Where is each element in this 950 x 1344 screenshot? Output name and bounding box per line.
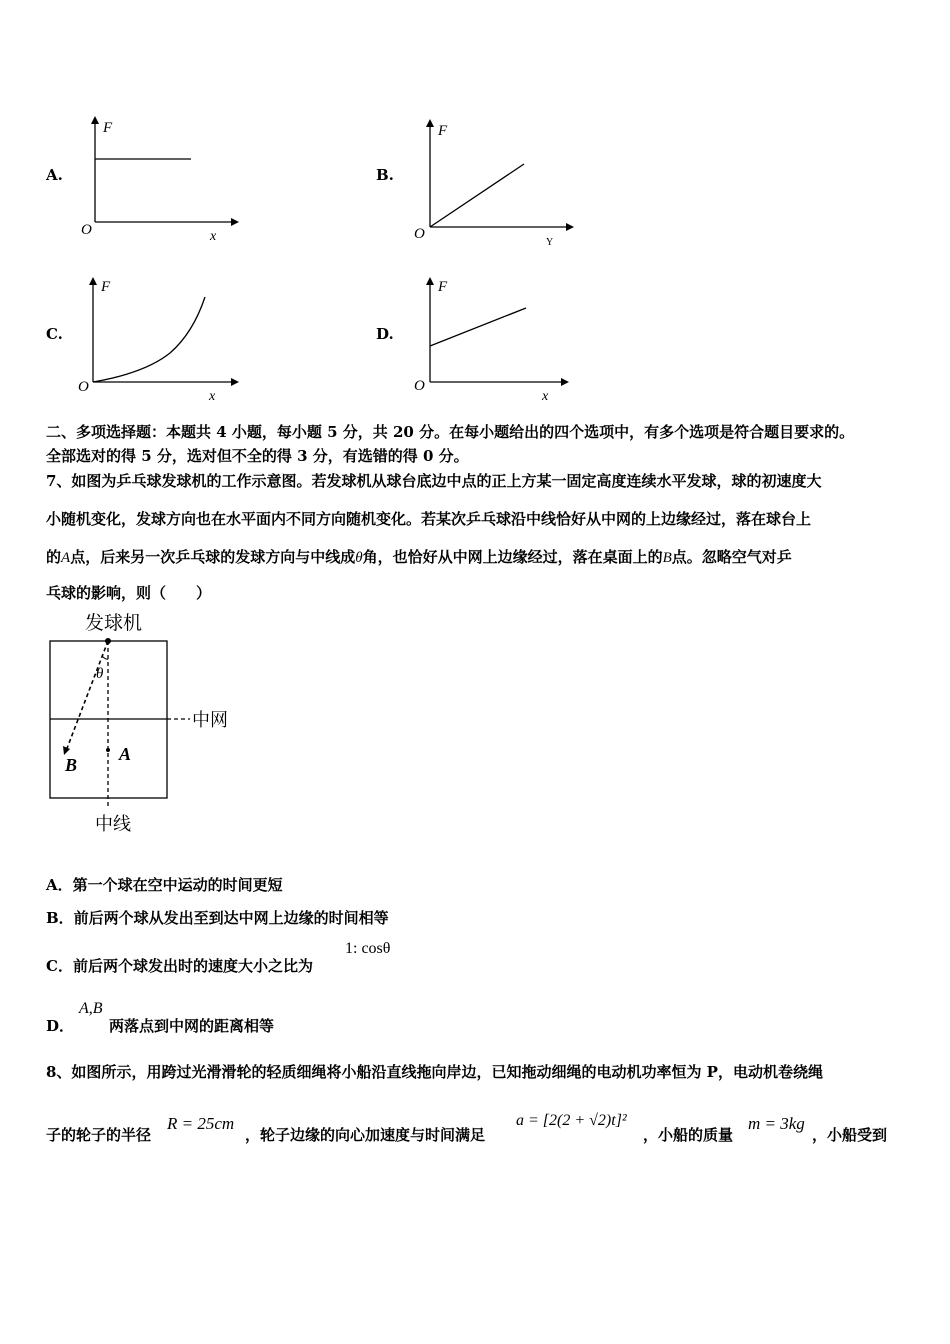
q7-line-1: 7、如图为乒乓球发球机的工作示意图。若发球机从球台底边中点的正上方某一固定高度连续水平发球，球的初速度大 (46, 472, 822, 490)
q8-line-2a: 子的轮子的半径 (46, 1126, 152, 1144)
option-b-label: B. (376, 166, 394, 184)
q8-line-2d: ，小船受到 (812, 1126, 888, 1144)
q8-line-1: 8、如图所示，用跨过光滑滑轮的轻质细绳将小船沿直线拖向岸边，已知拖动细绳的电动机功率恒为 P，电动机卷绕绳 (46, 1063, 823, 1081)
q7-line-2: 小随机变化，发球方向也在水平面内不同方向随机变化。若某次乒乓球沿中线恰好从中网的上边缘经过，落在球台上 (46, 510, 812, 528)
q8-line-2b: ，轮子边缘的向心加速度与时间满足 (245, 1126, 486, 1144)
q7-option-b[interactable]: B．前后两个球从发出至到达中网上边缘的时间相等 (46, 909, 389, 927)
option-d-label: D. (376, 325, 394, 343)
graph-a-origin: O (81, 222, 92, 238)
point-b-label: B (65, 755, 78, 775)
q7-option-d-formula: A,B (79, 1000, 103, 1017)
graph-a (75, 112, 245, 247)
q8-line-2c: ，小船的质量 (643, 1126, 734, 1144)
graph-d-ylabel: F (438, 279, 448, 295)
net-label: 中网 (192, 710, 228, 731)
point-a-dot (106, 748, 110, 752)
graph-d-y-arrow (426, 277, 434, 285)
graph-c-ylabel: F (101, 279, 111, 295)
point-a-label: A (119, 744, 132, 764)
section-2-line-2: 全部选对的得 5 分，选对但不全的得 3 分，有选错的得 0 分。 (46, 447, 469, 465)
graph-a-ylabel: F (103, 120, 113, 136)
graph-c-origin: O (78, 379, 89, 395)
graph-b (410, 115, 580, 250)
q7-line-3: 的A点，后来另一次乒乓球的发球方向与中线成θ角，也恰好从中网上边缘经过，落在桌面上的B点。忽略空气对乒 (46, 548, 792, 566)
graph-d-x-arrow (561, 378, 569, 386)
graph-c (75, 273, 245, 408)
graph-b-xlabel: Y (546, 237, 554, 248)
graph-b-origin: O (414, 226, 425, 242)
graph-b-y-arrow (426, 119, 434, 127)
q8-mass-formula: m = 3kg (748, 1114, 805, 1133)
section-2-line-1: 二、多项选择题：本题共 4 小题，每小题 5 分，共 20 分。在每小题给出的四个选项中，有多个选项是符合题目要求的。 (46, 423, 855, 441)
q7-option-d-label[interactable]: D． (46, 1017, 75, 1035)
serve-machine-figure (40, 608, 250, 840)
graph-d-origin: O (414, 378, 425, 394)
graph-d-curve (430, 308, 526, 346)
option-a-label: A. (46, 166, 63, 184)
q7-option-c-formula: 1: cosθ (345, 940, 391, 957)
trajectory-b-arrow (63, 746, 70, 755)
graph-c-xlabel: x (209, 389, 216, 404)
angle-label: θ (96, 666, 104, 682)
option-c-label: C. (46, 325, 63, 343)
graph-b-ylabel: F (438, 123, 448, 139)
graph-b-x-arrow (566, 223, 574, 231)
figure-title: 发球机 (85, 612, 143, 634)
q7-line-4: 乓球的影响，则（ ） (46, 584, 212, 602)
q8-acceleration-formula: a = [2(2 + √2)t]² (516, 1112, 627, 1129)
angle-arc (102, 656, 108, 659)
trajectory-b (66, 641, 108, 751)
graph-c-curve (93, 297, 205, 382)
q7-option-d-text[interactable]: 两落点到中网的距离相等 (109, 1017, 275, 1035)
graph-a-y-arrow (91, 116, 99, 124)
q8-radius-formula: R = 25cm (167, 1114, 235, 1133)
graph-c-x-arrow (231, 378, 239, 386)
midline-label: 中线 (95, 814, 131, 835)
q7-option-c[interactable]: C．前后两个球发出时的速度大小之比为 (46, 957, 313, 975)
graph-d-xlabel: x (542, 389, 549, 404)
graph-a-x-arrow (231, 218, 239, 226)
graph-b-curve (430, 164, 524, 227)
graph-c-y-arrow (89, 277, 97, 285)
q7-option-a[interactable]: A．第一个球在空中运动的时间更短 (46, 876, 283, 894)
graph-a-xlabel: x (210, 229, 217, 244)
graph-d (410, 273, 580, 408)
